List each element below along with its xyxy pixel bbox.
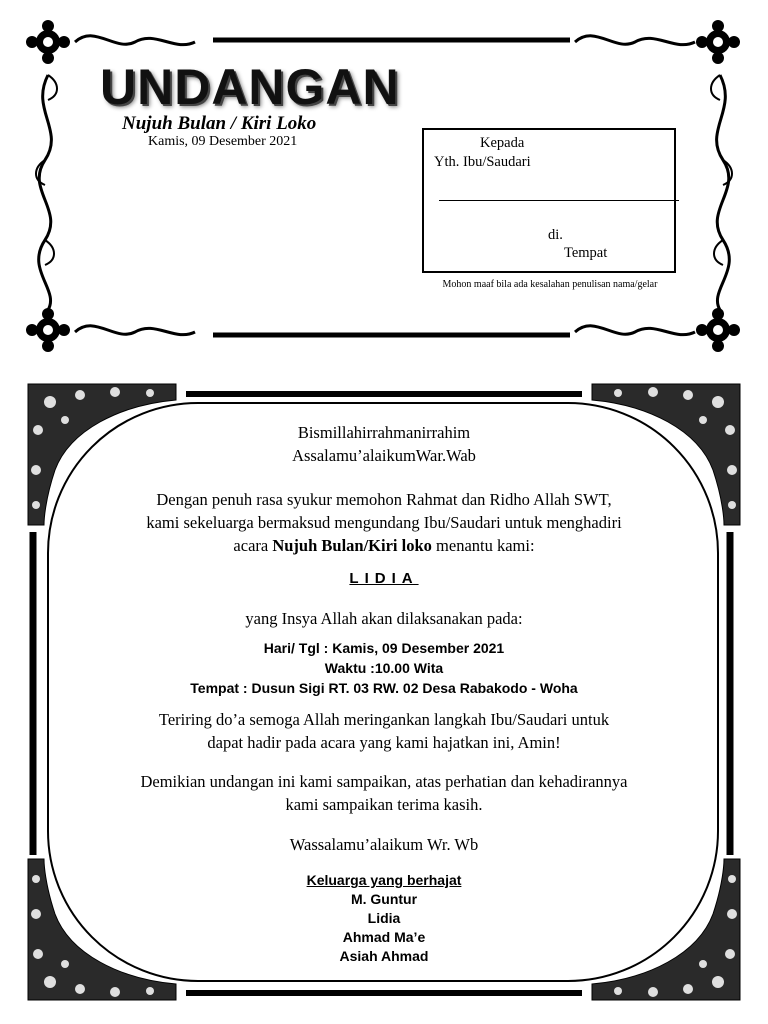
closing-line-1: Demikian undangan ini kami sampaikan, atas perhatian dan kehadirannya xyxy=(140,772,628,791)
schedule-intro: yang Insya Allah akan dilaksanakan pada: xyxy=(245,609,523,628)
address-recipient: Yth. Ibu/Saudari xyxy=(434,154,531,170)
detail-place: Tempat : Dusun Sigi RT. 03 RW. 02 Desa Rabakodo - Woha xyxy=(190,680,578,696)
envelope-date: Kamis, 09 Desember 2021 xyxy=(148,134,298,149)
opening-salam: Assalamu’alaikumWar.Wab xyxy=(292,446,476,465)
family-heading: Keluarga yang berhajat xyxy=(306,872,462,888)
family-member: Asiah Ahmad xyxy=(339,948,429,964)
prayer-line-1: Teriring do’a semoga Allah meringankan langkah Ibu/Saudari untuk xyxy=(158,710,610,729)
family-member: M. Guntur xyxy=(350,891,418,907)
closing-line-2: kami sampaikan terima kasih. xyxy=(285,795,483,814)
detail-day: Hari/ Tgl : Kamis, 09 Desember 2021 xyxy=(263,640,505,656)
address-box xyxy=(422,128,676,273)
envelope-title: UNDANGAN xyxy=(100,59,400,115)
envelope-subtitle: Nujuh Bulan / Kiri Loko xyxy=(122,113,317,134)
address-place: Tempat xyxy=(564,245,608,261)
apology-note: Mohon maaf bila ada kesalahan penulisan nama/gelar xyxy=(442,279,658,290)
body-line-3: acara Nujuh Bulan/Kiri loko menantu kami: xyxy=(233,536,535,555)
detail-time: Waktu :10.00 Wita xyxy=(324,660,444,676)
body-line-2: kami sekeluarga bermaksud mengundang Ibu/Saudari untuk menghadiri xyxy=(146,513,622,532)
family-member: Ahmad Ma’e xyxy=(342,929,426,945)
address-line xyxy=(439,200,679,201)
prayer-line-2: dapat hadir pada acara yang kami hajatkan ini, Amin! xyxy=(207,733,561,752)
farewell: Wassalamu’alaikum Wr. Wb xyxy=(289,835,479,854)
opening-basmala: Bismillahirrahmanirrahim xyxy=(297,423,471,442)
address-to: Kepada xyxy=(480,135,525,151)
honoree-name: LIDIA xyxy=(349,570,419,587)
address-at: di. xyxy=(548,227,563,243)
family-member: Lidia xyxy=(367,910,401,926)
event-name: Nujuh Bulan/Kiri loko xyxy=(272,536,432,555)
body-line-1: Dengan penuh rasa syukur memohon Rahmat dan Ridho Allah SWT, xyxy=(156,490,612,509)
